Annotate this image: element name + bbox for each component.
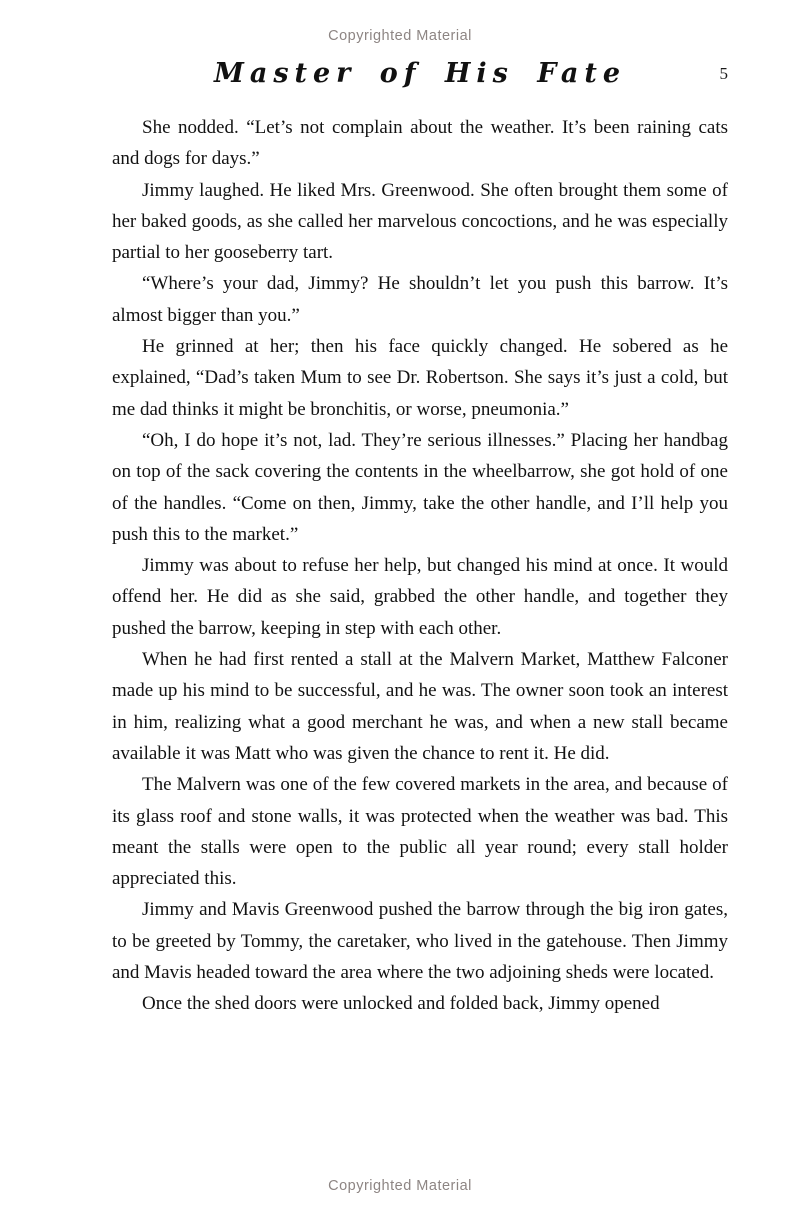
- paragraph: The Malvern was one of the few covered markets in the area, and because of its glass roof and stone walls, it was protected when the weather was bad. This meant the stalls were open to the public all year round; every stall holder appreciated this.: [112, 774, 728, 890]
- paragraph: “Oh, I do hope it’s not, lad. They’re serious illnesses.” Placing her handbag on top of the sack covering the contents in the wheelbarrow, she got hold of one of the handles. “Come on then, Jimmy, take the other handle, and I’ll help you push this to the market.”: [112, 429, 728, 545]
- copyright-notice-top: Copyrighted Material: [328, 28, 472, 44]
- book-title: Master of His Fate: [213, 58, 627, 89]
- paragraph: Jimmy and Mavis Greenwood pushed the barrow through the big iron gates, to be greeted by Tommy, the caretaker, who lived in the gatehouse. Then Jimmy and Mavis headed toward the area where the two adjoining sheds were located.: [112, 899, 728, 984]
- paragraph: He grinned at her; then his face quickly changed. He sobered as he explained, “Dad’s taken Mum to see Dr. Robertson. She says it’s just a cold, but me dad thinks it might be bronchitis, or worse, pneumonia.”: [112, 336, 728, 420]
- page-number: 5: [719, 64, 728, 83]
- paragraph: Jimmy was about to refuse her help, but changed his mind at once. It would offend her. He did as she said, grabbed the other handle, and together they pushed the barrow, keeping in step with each other.: [112, 555, 728, 639]
- page-content: [112, 112, 728, 1020]
- paragraph: Jimmy laughed. He liked Mrs. Greenwood. She often brought them some of her baked goods, as she called her marvelous concoctions, and he was especially partial to her gooseberry tart.: [112, 179, 728, 264]
- page-header: [112, 58, 728, 94]
- copyright-notice-bottom: Copyrighted Material: [328, 1178, 472, 1194]
- paragraph: When he had first rented a stall at the Malvern Market, Matthew Falconer made up his mind to be successful, and he was. The owner soon took an interest in him, realizing what a good merchant he was, and when a new stall became available it was Matt who was given the chance to rent it. He did.: [112, 649, 728, 764]
- paragraph: “Where’s your dad, Jimmy? He shouldn’t let you push this barrow. It’s almost bigger than you.”: [112, 273, 728, 326]
- paragraph: Once the shed doors were unlocked and folded back, Jimmy opened: [142, 993, 660, 1015]
- paragraph: She nodded. “Let’s not complain about the weather. It’s been raining cats and dogs for days.”: [112, 117, 728, 170]
